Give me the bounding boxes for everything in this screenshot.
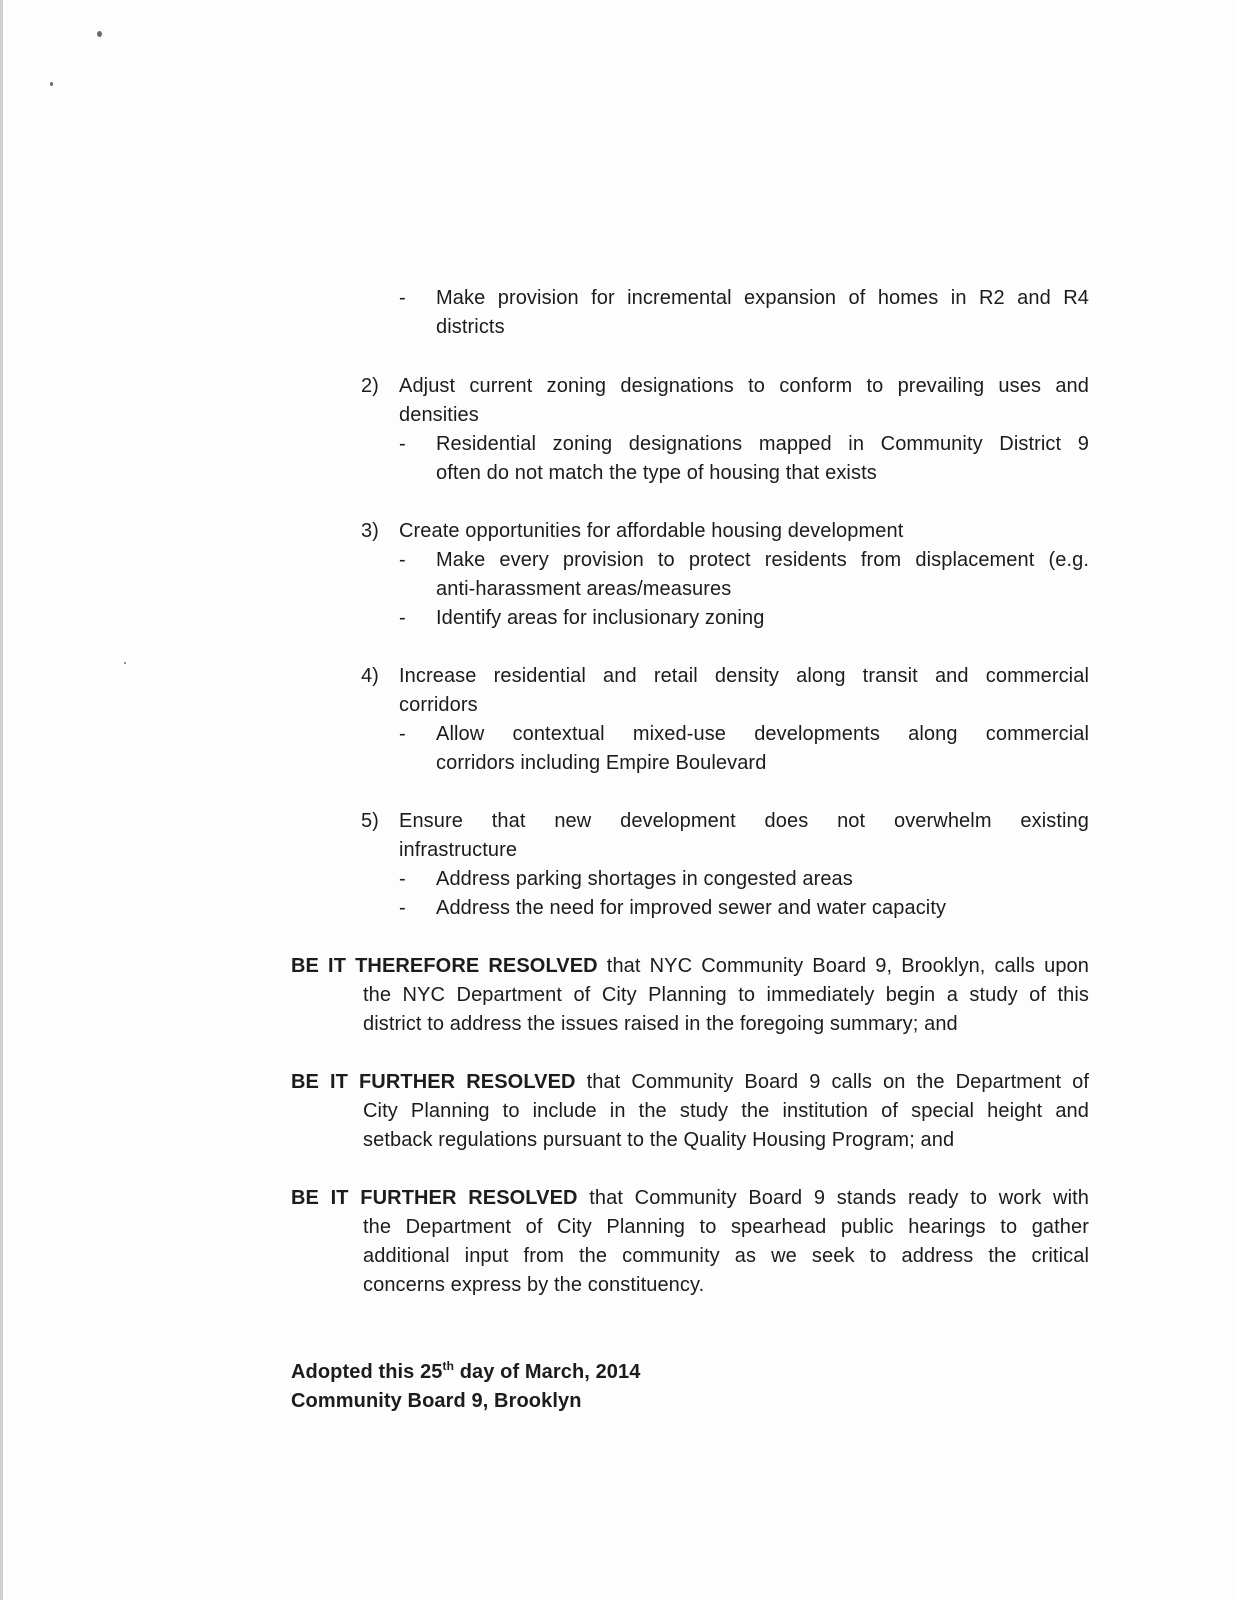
resolution-text: concerns express by the constituency. xyxy=(363,1274,705,1296)
item-number: 4) xyxy=(361,665,379,687)
resolution-first-line xyxy=(291,952,1089,981)
item-number: 3) xyxy=(361,520,379,542)
bullet-text: Residential zoning designations mapped in Community District 9 xyxy=(436,433,1089,455)
item-text: Adjust current zoning designations to conform to prevailing uses and xyxy=(399,375,1089,397)
bullet-text: districts xyxy=(436,316,505,338)
resolution-text: the NYC Department of City Planning to immediately begin a study of this xyxy=(363,984,1089,1006)
bullet-dash: - xyxy=(399,549,406,571)
item-text: densities xyxy=(399,404,479,426)
bullet-text: Make provision for incremental expansion of homes in R2 and R4 xyxy=(436,287,1089,309)
resolution-lead: BE IT THEREFORE RESOLVED xyxy=(291,955,598,977)
resolution-text: the Department of City Planning to spearhead public hearings to gather xyxy=(363,1216,1089,1238)
page-edge xyxy=(0,0,3,1600)
bullet-text: anti-harassment areas/measures xyxy=(436,578,732,600)
bullet-dash: - xyxy=(399,607,406,629)
bullet-text: Identify areas for inclusionary zoning xyxy=(436,607,765,629)
resolution-lead: BE IT FURTHER RESOLVED xyxy=(291,1187,578,1209)
resolution-text: that Community Board 9 stands ready to work with xyxy=(577,1187,1090,1209)
resolution-text: that NYC Community Board 9, Brooklyn, calls upon xyxy=(597,955,1089,977)
item-text: Ensure that new development does not overwhelm existing xyxy=(399,810,1089,832)
item-number: 2) xyxy=(361,375,379,397)
resolution-lead: BE IT FURTHER RESOLVED xyxy=(291,1071,576,1093)
scan-speck xyxy=(97,31,102,37)
bullet-text: Make every provision to protect residents from displacement (e.g. xyxy=(436,549,1089,571)
item-text: Create opportunities for affordable housing development xyxy=(399,520,904,542)
resolution-first-line xyxy=(291,1068,1089,1097)
bullet-text: corridors including Empire Boulevard xyxy=(436,752,767,774)
resolution-text: setback regulations pursuant to the Quality Housing Program; and xyxy=(363,1129,955,1151)
adoption-date: Adopted this 25th day of March, 2014 xyxy=(291,1359,641,1383)
resolution-text: City Planning to include in the study the institution of special height and xyxy=(363,1100,1089,1122)
item-number: 5) xyxy=(361,810,379,832)
bullet-dash: - xyxy=(399,287,406,309)
resolution-first-line xyxy=(291,1184,1089,1213)
bullet-dash: - xyxy=(399,897,406,919)
bullet-text: often do not match the type of housing that exists xyxy=(436,462,877,484)
resolution-text: that Community Board 9 calls on the Department of xyxy=(575,1071,1089,1093)
bullet-dash: - xyxy=(399,723,406,745)
item-text: corridors xyxy=(399,694,478,716)
scan-speck xyxy=(50,82,53,86)
resolution-text: additional input from the community as we seek to address the critical xyxy=(363,1245,1089,1267)
bullet-dash: - xyxy=(399,433,406,455)
ordinal-suffix: th xyxy=(442,1359,455,1373)
bullet-dash: - xyxy=(399,868,406,890)
item-text: infrastructure xyxy=(399,839,518,861)
bullet-text: Address parking shortages in congested areas xyxy=(436,868,853,890)
resolution-text: district to address the issues raised in the foregoing summary; and xyxy=(363,1013,958,1035)
bullet-text: Allow contextual mixed-use developments along commercial xyxy=(436,723,1089,745)
item-text: Increase residential and retail density along transit and commercial xyxy=(399,665,1089,687)
adoption-board: Community Board 9, Brooklyn xyxy=(291,1390,582,1412)
bullet-text: Address the need for improved sewer and water capacity xyxy=(436,897,947,919)
scan-speck xyxy=(124,662,126,664)
